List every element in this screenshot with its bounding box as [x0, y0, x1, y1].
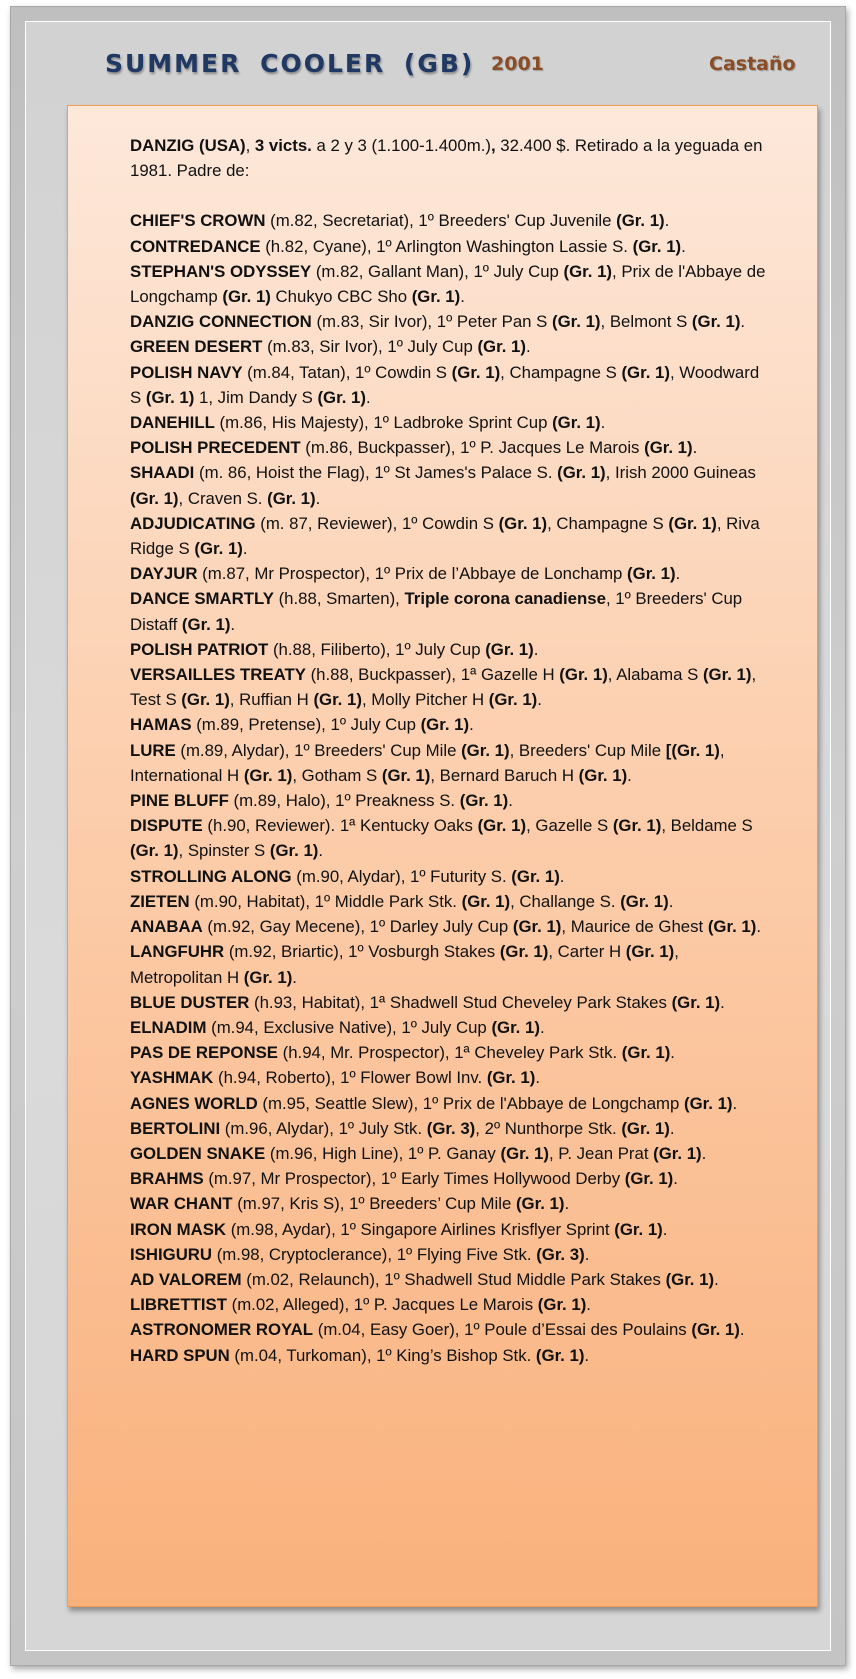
bold-text: PAS DE REPONSE [130, 1043, 278, 1063]
text: . [535, 1068, 540, 1088]
bold-text: ELNADIM [130, 1017, 207, 1037]
progeny-entry [130, 259, 770, 309]
text: (m.83, Sir Ivor), 1º Peter Pan S [311, 312, 553, 332]
text: (m.87, Mr Prospector), 1º Prix de l’Abbaye de Lonchamp [197, 564, 628, 584]
text: (m.98, Aydar), 1º Singapore Airlines Krisflyer Sprint [226, 1219, 615, 1239]
bold-text: (Gr. 1) [491, 1017, 540, 1037]
text: , Metropolitan H [130, 942, 679, 987]
bold-text: AGNES WORLD [130, 1093, 258, 1113]
text: . [740, 312, 746, 332]
text: a 2 y 3 (1.100-1.400m.) [311, 136, 491, 155]
bold-text: (Gr. 1) [620, 891, 669, 911]
bold-text: DAYJUR [130, 564, 198, 584]
bold-text: , [490, 136, 496, 155]
text: (m.82, Secretariat), 1º Breeders' Cup Juvenile [265, 211, 617, 231]
text: , Spinster S [178, 841, 270, 861]
sire-intro [130, 133, 770, 183]
progeny-entry [130, 410, 770, 435]
bold-text: (Gr. 1) [702, 665, 752, 685]
text: . [669, 1118, 675, 1138]
text: (h.88, Filiberto), 1º July Cup [268, 639, 486, 659]
bold-text: ASTRONOMER ROYAL [130, 1320, 314, 1340]
text: , Champagne S [500, 362, 622, 382]
bold-text: (Gr. 1) [691, 1320, 740, 1340]
bold-text: (Gr. 1) [130, 841, 179, 861]
bold-text: PINE BLUFF [130, 791, 229, 811]
text: . [469, 715, 474, 735]
progeny-entry [130, 1065, 770, 1090]
progeny-entry [130, 1091, 770, 1116]
bold-text: (Gr. 1) [614, 1219, 663, 1239]
text: , Molly Pitcher H [361, 690, 489, 710]
bold-text: LURE [130, 740, 176, 760]
text: , International H [130, 740, 725, 785]
bold-text: DISPUTE [130, 816, 203, 836]
bold-text: ADJUDICATING [130, 513, 256, 533]
progeny-entry [130, 208, 770, 233]
text: , Irish 2000 Guineas [605, 463, 756, 483]
bold-text: (Gr. 1) [130, 488, 179, 508]
bold-text: (Gr. 1) [653, 1143, 702, 1163]
text: . [681, 236, 686, 256]
bold-text: (Gr. 1) [194, 539, 243, 559]
bold-text: (Gr. 1) [707, 917, 757, 937]
bold-text: DANZIG CONNECTION [130, 312, 312, 332]
text: , Beldame S [661, 816, 753, 836]
text: (m.97, Mr Prospector), 1º Early Times Hollywood Derby [203, 1169, 625, 1189]
progeny-entry [130, 561, 770, 586]
text: , Gotham S [292, 765, 382, 785]
bold-text: (Gr. 1) [317, 387, 366, 407]
bold-text: (Gr. 1) [684, 1093, 733, 1113]
progeny-entry [130, 334, 770, 359]
bold-text: (Gr. 1) [267, 488, 316, 508]
text: (m.92, Gay Mecene), 1º Darley July Cup [202, 917, 513, 937]
text: (m.92, Briartic), 1º Vosburgh Stakes [224, 942, 500, 962]
bold-text: (Gr. 1) [621, 1043, 671, 1063]
bold-text: (Gr. 1) [451, 362, 501, 382]
progeny-entry [130, 738, 770, 788]
text: . [230, 614, 236, 634]
text: (h.94, Mr. Prospector), 1ª Cheveley Park Stk. [277, 1043, 622, 1063]
bold-text: STROLLING ALONG [130, 866, 292, 886]
bold-text: (Gr. 1) [313, 690, 362, 710]
progeny-entry [130, 1191, 770, 1216]
bold-text: (Gr. 1) [459, 791, 509, 811]
bold-text: (Gr. 1) [181, 614, 231, 634]
text: , Carter H [548, 942, 626, 962]
progeny-entry [130, 1116, 770, 1141]
bold-text: (Gr. 1) [181, 690, 230, 710]
text: (m.83, Sir Ivor), 1º July Cup [262, 337, 478, 357]
text: . [559, 866, 565, 886]
text: (m.90, Alydar), 1º Futurity S. [291, 866, 512, 886]
text: , Woodward S [130, 362, 760, 407]
bold-text: (Gr. 1) [515, 1194, 565, 1214]
bold-text: (Gr. 1) [552, 413, 601, 433]
bold-text: POLISH NAVY [130, 362, 243, 382]
text: , [245, 136, 255, 155]
bold-text: (Gr. 1) [668, 513, 717, 533]
bold-text: POLISH PRECEDENT [130, 438, 301, 458]
text: (m.02, Alleged), 1º P. Jacques Le Marois [226, 1295, 538, 1315]
progeny-entry [130, 712, 770, 737]
text: . [756, 917, 761, 937]
bold-text: (Gr. 1) [578, 765, 628, 785]
bold-text: Triple corona canadiense [404, 589, 606, 609]
progeny-entry [130, 309, 770, 334]
text: . [315, 488, 321, 508]
sire-info-panel [67, 105, 818, 1607]
bold-text: STEPHAN'S ODYSSEY [130, 261, 312, 281]
text: (m.82, Gallant Man), 1º July Cup [311, 261, 564, 281]
bold-text: CONTREDANCE [130, 236, 261, 256]
text: . [533, 639, 539, 659]
bold-text: (Gr. 1) [563, 261, 613, 281]
progeny-entry [130, 788, 770, 813]
bold-text: VERSAILLES TREATY [130, 665, 306, 685]
text: (h.94, Roberto), 1º Flower Bowl Inv. [213, 1068, 487, 1088]
bold-text: (Gr. 1) [552, 312, 601, 332]
text: . [720, 992, 725, 1012]
text: . [539, 1017, 545, 1037]
text: (m.02, Relaunch), 1º Shadwell Stud Middle Park Stakes [241, 1269, 666, 1289]
bold-text: (Gr. 1) [632, 236, 682, 256]
bold-text: (Gr. 1) [616, 211, 665, 231]
progeny-entry [130, 1217, 770, 1242]
progeny-entry [130, 234, 770, 259]
bold-text: LANGFUHR [130, 942, 225, 962]
bold-text: (Gr. 1) [621, 362, 670, 382]
text: (h.88, Buckpasser), 1ª Gazelle H [305, 665, 560, 685]
bold-text: ANABAA [130, 917, 203, 937]
text: (m.89, Halo), 1º Preakness S. [228, 791, 460, 811]
text: (m.89, Alydar), 1º Breeders' Cup Mile [175, 740, 462, 760]
text: , Test S [130, 665, 757, 710]
bold-text: (Gr. 1) [381, 765, 431, 785]
text: . [673, 1169, 678, 1189]
text: . [692, 438, 698, 458]
text: 1, Jim Dandy S [194, 387, 318, 407]
text: (m.04, Easy Goer), 1º Poule d’Essai des Poulains [313, 1320, 692, 1340]
text: (h.93, Habitat), 1ª Shadwell Stud Cheveley Park Stakes [249, 992, 672, 1012]
progeny-entry [130, 990, 770, 1015]
header [11, 7, 845, 107]
bold-text: (Gr. 1) [461, 891, 511, 911]
text: (h.88, Smarten), [273, 589, 405, 609]
text: . [537, 690, 542, 710]
text: , 1º Breeders' Cup Distaff [130, 589, 743, 634]
text: (h.90, Reviewer). 1ª Kentucky Oaks [202, 816, 478, 836]
bold-text: (Gr. 1) [420, 715, 470, 735]
bold-text: (Gr. 1) [411, 287, 461, 307]
text: . [662, 1219, 668, 1239]
progeny-list [130, 208, 770, 1367]
text: . [739, 1320, 745, 1340]
progeny-entry [130, 1242, 770, 1267]
bold-text: AD VALOREM [130, 1269, 242, 1289]
text: . [584, 1345, 590, 1365]
bold-text: IRON MASK [130, 1219, 227, 1239]
bold-text: SHAADI [130, 463, 195, 483]
text: , 2º Nunthorpe Stk. [475, 1118, 622, 1138]
bold-text: (Gr. 3) [426, 1118, 476, 1138]
text: (m.96, Alydar), 1º July Stk. [220, 1118, 427, 1138]
bold-text: (Gr. 1) [498, 513, 548, 533]
progeny-entry [130, 435, 770, 460]
text: . [242, 539, 248, 559]
text: (m.98, Cryptoclerance), 1º Flying Five Stk. [212, 1244, 537, 1264]
text: . [318, 841, 324, 861]
bold-text: (Gr. 1) [535, 1345, 585, 1365]
progeny-entry [130, 1267, 770, 1292]
progeny-entry [130, 1040, 770, 1065]
bold-text: (Gr. 1) [511, 866, 560, 886]
bold-text: (Gr. 1) [222, 287, 271, 307]
text: , Maurice de Ghest [561, 917, 708, 937]
text: , Craven S. [178, 488, 268, 508]
text: . [365, 387, 371, 407]
text: (m.04, Turkoman), 1º King’s Bishop Stk. [229, 1345, 536, 1365]
text: , Prix de l'Abbaye de Longchamp [130, 261, 766, 307]
sire-description [130, 133, 770, 1368]
text: (m.89, Pretense), 1º July Cup [191, 715, 421, 735]
text: . [670, 1043, 675, 1063]
bold-text: ISHIGURU [130, 1244, 213, 1264]
text: . [701, 1143, 707, 1163]
bold-text: [(Gr. 1) [665, 740, 720, 760]
bold-text: (Gr. 1) [559, 665, 608, 685]
text: , Bernard Baruch H [430, 765, 579, 785]
text: . [586, 1295, 591, 1315]
text: , Breeders' Cup Mile [509, 740, 666, 760]
text: (m.94, Exclusive Native), 1º July Cup [206, 1017, 492, 1037]
bold-text: (Gr. 1) [243, 765, 293, 785]
bold-text: (Gr. 1) [488, 690, 538, 710]
text: . [668, 891, 674, 911]
text: . [714, 1269, 719, 1289]
bold-text: (Gr. 1) [644, 438, 693, 458]
progeny-entry [130, 1292, 770, 1317]
bold-text: DANCE SMARTLY [130, 589, 274, 609]
progeny-entry [130, 1015, 770, 1040]
bold-text: (Gr. 1) [486, 1068, 536, 1088]
progeny-entry [130, 914, 770, 939]
bold-text: GREEN DESERT [130, 337, 263, 357]
bold-text: LIBRETTIST [130, 1295, 227, 1315]
text: . [292, 967, 297, 987]
text: . [600, 413, 606, 433]
text: . [675, 564, 681, 584]
bold-text: WAR CHANT [130, 1194, 233, 1214]
text: , Gazelle S [526, 816, 613, 836]
progeny-entry [130, 586, 770, 636]
bold-text: CHIEF'S CROWN [130, 211, 266, 231]
text: (m.86, His Majesty), 1º Ladbroke Sprint Cup [214, 413, 553, 433]
bold-text: POLISH PATRIOT [130, 639, 269, 659]
bold-text: YASHMAK [130, 1068, 214, 1088]
text: (m.84, Tatan), 1º Cowdin S [242, 362, 452, 382]
bold-text: (Gr. 1) [691, 312, 741, 332]
text: , Challange S. [510, 891, 621, 911]
bold-text: (Gr. 1) [477, 337, 526, 357]
bold-text: GOLDEN SNAKE [130, 1143, 266, 1163]
bold-text: HAMAS [130, 715, 192, 735]
text: . [627, 765, 632, 785]
text: (m. 87, Reviewer), 1º Cowdin S [255, 513, 499, 533]
text: , Riva Ridge S [130, 513, 760, 559]
text: (m. 86, Hoist the Flag), 1º St James's Palace S. [194, 463, 558, 483]
bold-text: (Gr. 1) [557, 463, 606, 483]
text: . [664, 211, 670, 231]
bold-text: HARD SPUN [130, 1345, 230, 1365]
progeny-entry [130, 889, 770, 914]
text: (m.96, High Line), 1º P. Ganay [265, 1143, 501, 1163]
bold-text: ZIETEN [130, 891, 190, 911]
progeny-entry [130, 511, 770, 561]
bold-text: (Gr. 1) [269, 841, 319, 861]
bold-text: BERTOLINI [130, 1118, 221, 1138]
bold-text: (Gr. 1) [627, 564, 676, 584]
progeny-entry [130, 360, 770, 410]
text: , Alabama S [607, 665, 703, 685]
bold-text: (Gr. 1) [499, 942, 549, 962]
bold-text: (Gr. 1) [624, 1169, 674, 1189]
bold-text: (Gr. 1) [461, 740, 510, 760]
bold-text: (Gr. 1) [477, 816, 527, 836]
progeny-entry [130, 1166, 770, 1191]
bold-text: (Gr. 1) [537, 1295, 587, 1315]
text: . [460, 287, 465, 307]
text: . [508, 791, 513, 811]
text: 32.400 $. Retirado a la yeguada en 1981. Padre de: [130, 136, 763, 181]
text: . [564, 1194, 570, 1214]
progeny-entry [130, 1141, 770, 1166]
text: , Champagne S [547, 513, 669, 533]
bold-text: (Gr. 3) [536, 1244, 585, 1264]
bold-text: (Gr. 1) [243, 967, 293, 987]
bold-text: BRAHMS [130, 1169, 204, 1189]
progeny-entry [130, 939, 770, 989]
bold-text: (Gr. 1) [485, 639, 534, 659]
bold-text: (Gr. 1) [665, 1269, 715, 1289]
text: . [584, 1244, 590, 1264]
text: , Belmont S [600, 312, 692, 332]
progeny-entry [130, 1343, 770, 1368]
bold-text: (Gr. 1) [625, 942, 675, 962]
text: , Ruffian H [229, 690, 314, 710]
text: (m.97, Kris S), 1º Breeders’ Cup Mile [232, 1194, 516, 1214]
text: , P. Jean Prat [548, 1143, 654, 1163]
bold-text: (Gr. 1) [612, 816, 662, 836]
text: (m.86, Buckpasser), 1º P. Jacques Le Marois [300, 438, 645, 458]
text: (m.95, Seattle Slew), 1º Prix de l'Abbaye de Longchamp [257, 1093, 685, 1113]
bold-text: (Gr. 1) [500, 1143, 549, 1163]
bold-text: 3 victs. [254, 136, 312, 155]
horse-name-title: SUMMER COOLER (GB) [105, 49, 475, 78]
coat-color: Castaño [709, 53, 796, 75]
bold-text: (Gr. 1) [145, 387, 195, 407]
text: . [732, 1093, 738, 1113]
text: . [525, 337, 531, 357]
progeny-entry [130, 637, 770, 662]
progeny-entry [130, 864, 770, 889]
text: Chukyo CBC Sho [270, 287, 412, 307]
birth-year: 2001 [491, 53, 544, 75]
outer-frame [10, 6, 846, 1666]
bold-text: (Gr. 1) [621, 1118, 670, 1138]
bold-text: (Gr. 1) [512, 917, 562, 937]
text: (m.90, Habitat), 1º Middle Park Stk. [189, 891, 462, 911]
progeny-entry [130, 460, 770, 510]
text: (h.82, Cyane), 1º Arlington Washington Lassie S. [260, 236, 633, 256]
bold-text: BLUE DUSTER [130, 992, 250, 1012]
bold-text: (Gr. 1) [671, 992, 721, 1012]
bold-text: DANEHILL [130, 413, 215, 433]
progeny-entry [130, 813, 770, 863]
progeny-entry [130, 1317, 770, 1342]
progeny-entry [130, 662, 770, 712]
bold-text: DANZIG (USA) [130, 136, 246, 155]
